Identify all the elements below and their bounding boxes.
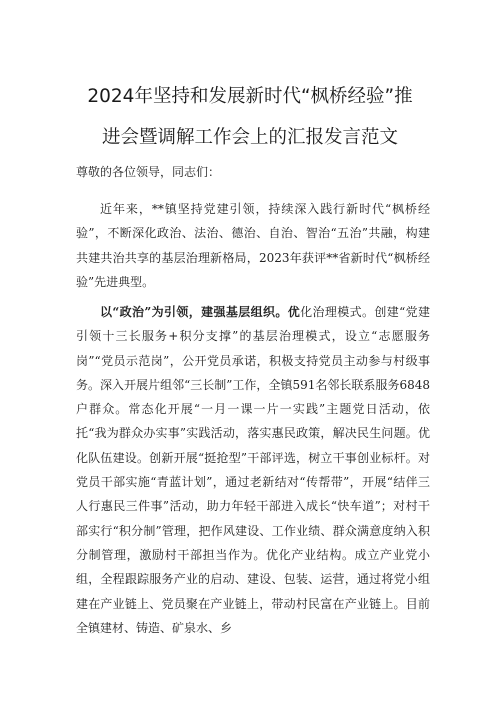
document-title-line-1: 2024年坚持和发展新时代“枫桥经验”推 bbox=[87, 86, 413, 107]
paragraph-body: 化治理模式。创建“党建引领十三长服务+积分支撑”的基层治理模式，设立“志愿服务岗”“党员示范岗”，公开党员承诺，积极支持党员主动参与村级事务。深入开展片组邻“三长制”工作，全镇591名邻长联系服务6848户群众。常态化开展“一月一课一片一实践”主题党日活动，依托“我为群众办实事”实践活动，落实惠民政策，解决民生问题。优化队伍建设。创新开展“挺抢型”干部评选，树立干事创业标杆。对党员干部实施“青蓝计划”，通过老新结对“传帮带”，开展“结伴三人行惠民三件事”活动，助力年轻干部进入成长“快车道”；对村干部实行“积分制”管理，把作风建设、工作业绩、群众满意度纳入积分制管理，激励村干部担当作为。优化产业结构。成立产业党小组，全程跟踪服务产业的启动、建设、包装、运营，通过将党小组建在产业链上、党员聚在产业链上，带动村民富在产业链上。目前全镇建材、铸造、矿泉水、乡 bbox=[76, 305, 430, 635]
paragraph-intro: 近年来，**镇坚持党建引领，持续深入践行新时代“枫桥经验”，不断深化政治、法治、德治、自治、智治“五治”共融，构建共建共治共享的基层治理新格局，2023年获评**省新时代“枫桥经验”先进典型。 bbox=[76, 202, 430, 289]
paragraph-political-leadership bbox=[76, 300, 430, 640]
paragraph-lead-heading: 以“政治”为引领，建强基层组织。优 bbox=[100, 305, 301, 319]
salutation: 尊敬的各位领导，同志们： bbox=[76, 165, 221, 179]
document-title-line-2: 进会暨调解工作会上的汇报发言范文 bbox=[101, 127, 398, 148]
